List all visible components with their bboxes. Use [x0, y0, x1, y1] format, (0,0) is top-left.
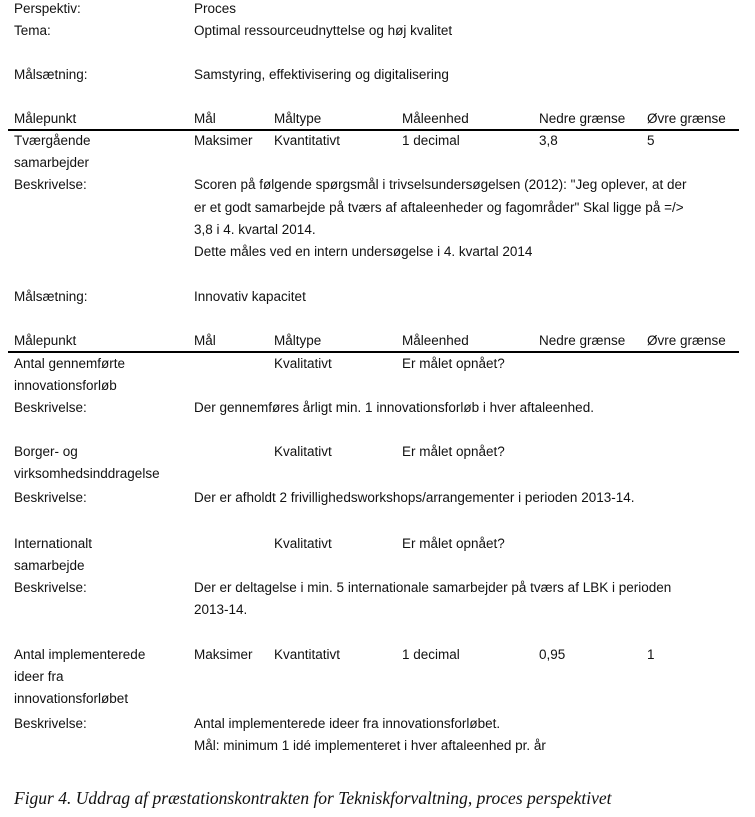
row-maltype: Kvantitativt — [274, 133, 341, 148]
row-name: samarbejder — [14, 155, 90, 170]
row-description: Scoren på følgende spørgsmål i trivselsundersøgelsen (2012): "Jeg oplever, at der — [194, 177, 687, 192]
col-malepunkt: Målepunkt — [14, 111, 77, 126]
tema-label: Tema: — [14, 23, 51, 38]
row-description: Dette måles ved en intern undersøgelse i 4. kvartal 2014 — [194, 244, 533, 259]
row-maleenhed: Er målet opnået? — [402, 444, 505, 459]
row-name: innovationsforløb — [14, 378, 117, 393]
row-ovre: 5 — [647, 133, 655, 148]
beskrivelse-label: Beskrivelse: — [14, 580, 87, 595]
malsaetning-label: Målsætning: — [14, 67, 88, 82]
malsaetning-value: Samstyring, effektivisering og digitalisering — [194, 67, 449, 82]
col-ovre: Øvre grænse — [647, 111, 726, 126]
row-name: Antal gennemførte — [14, 356, 126, 371]
row-name: Antal implementerede — [14, 647, 146, 662]
row-description: 2013-14. — [194, 602, 248, 617]
beskrivelse-label: Beskrivelse: — [14, 177, 87, 192]
row-maleenhed: Er målet opnået? — [402, 536, 505, 551]
perspektiv-value: Proces — [194, 1, 237, 16]
row-name: innovationsforløbet — [14, 691, 129, 706]
col-maleenhed: Måleenhed — [402, 333, 469, 348]
col-mal: Mål — [194, 111, 216, 126]
row-nedre: 3,8 — [539, 133, 558, 148]
row-description: Der gennemføres årligt min. 1 innovationsforløb i hver aftaleenhed. — [194, 400, 594, 415]
row-name: virksomhedsinddragelse — [14, 466, 160, 481]
row-maltype: Kvantitativt — [274, 647, 341, 662]
row-description: er et godt samarbejde på tværs af aftaleenheder og fagområder" Skal ligge på =/> — [194, 200, 684, 215]
row-mal: Maksimer — [194, 133, 253, 148]
row-name: samarbejde — [14, 558, 85, 573]
col-malepunkt: Målepunkt — [14, 333, 77, 348]
row-maltype: Kvalitativt — [274, 444, 332, 459]
row-maleenhed: 1 decimal — [402, 133, 460, 148]
row-description: Der er afholdt 2 frivillighedsworkshops/arrangementer i perioden 2013-14. — [194, 490, 635, 505]
beskrivelse-label: Beskrivelse: — [14, 400, 87, 415]
tema-value: Optimal ressourceudnyttelse og høj kvalitet — [194, 23, 453, 38]
row-description: Der er deltagelse i min. 5 internationale samarbejder på tværs af LBK i perioden — [194, 580, 672, 595]
header-divider — [8, 129, 739, 131]
row-nedre: 0,95 — [539, 647, 566, 662]
row-maltype: Kvalitativt — [274, 356, 332, 371]
row-maleenhed: Er målet opnået? — [402, 356, 505, 371]
row-description: Antal implementerede ideer fra innovationsforløbet. — [194, 716, 501, 731]
row-maltype: Kvalitativt — [274, 536, 332, 551]
row-description: 3,8 i 4. kvartal 2014. — [194, 222, 316, 237]
row-maleenhed: 1 decimal — [402, 647, 460, 662]
row-ovre: 1 — [647, 647, 655, 662]
col-maltype: Måltype — [274, 111, 322, 126]
figure-caption: Figur 4. Uddrag af præstationskontrakten for Tekniskforvaltning, proces perspektivet — [14, 788, 612, 808]
malsaetning-label: Målsætning: — [14, 289, 88, 304]
row-name: Tværgående — [14, 133, 91, 148]
col-mal: Mål — [194, 333, 216, 348]
row-mal: Maksimer — [194, 647, 253, 662]
row-name: Internationalt — [14, 536, 93, 551]
malsaetning-value: Innovativ kapacitet — [194, 289, 306, 304]
row-description: Mål: minimum 1 idé implementeret i hver aftaleenhed pr. år — [194, 738, 546, 753]
col-maltype: Måltype — [274, 333, 322, 348]
row-name: ideer fra — [14, 669, 64, 684]
beskrivelse-label: Beskrivelse: — [14, 716, 87, 731]
col-ovre: Øvre grænse — [647, 333, 726, 348]
col-nedre: Nedre grænse — [539, 333, 626, 348]
row-name: Borger- og — [14, 444, 78, 459]
col-maleenhed: Måleenhed — [402, 111, 469, 126]
perspektiv-label: Perspektiv: — [14, 1, 81, 16]
beskrivelse-label: Beskrivelse: — [14, 490, 87, 505]
col-nedre: Nedre grænse — [539, 111, 626, 126]
